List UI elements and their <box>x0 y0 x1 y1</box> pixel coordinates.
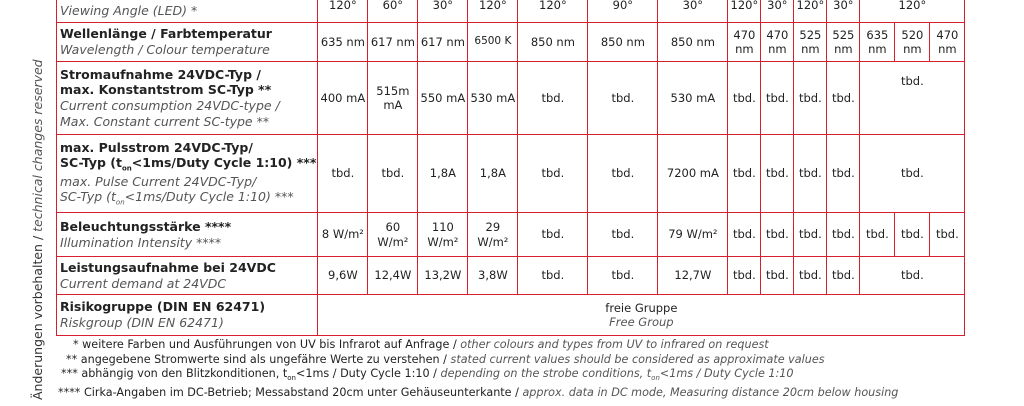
cell: 7200 mA <box>658 135 728 213</box>
footnote-en-sub: on <box>651 374 660 383</box>
current-label-de2: max. Konstantstrom SC-Typ ** <box>60 82 272 98</box>
cell: 60° <box>368 0 418 23</box>
cell: 850 nm <box>588 23 658 62</box>
cell: 90° <box>588 0 658 23</box>
illum-label-de: Beleuchtungsstärke **** <box>60 218 232 234</box>
row-pulse <box>57 135 965 213</box>
cell: 850 nm <box>518 23 588 62</box>
angle-label-en: Viewing Angle (LED) * <box>60 3 198 19</box>
cell: tbd. <box>930 213 965 257</box>
cell: tbd. <box>860 62 965 135</box>
footnote-de2: <1ms / Duty Cycle 1:10 / <box>295 367 441 380</box>
cell: tbd. <box>794 213 827 257</box>
cell: 120° <box>728 0 761 23</box>
cell: 120° <box>468 0 518 23</box>
cell: 6500 K <box>468 23 518 62</box>
cell: 13,2W <box>418 257 468 295</box>
cell: 850 nm <box>658 23 728 62</box>
footnote-en: stated current values should be considered as approximate values <box>450 352 825 366</box>
footnote-sub: on <box>287 374 296 383</box>
cell: 1,8A <box>418 135 468 213</box>
cell: 520 nm <box>895 23 930 62</box>
side-note-sep: / <box>30 231 45 245</box>
cell: tbd. <box>827 62 860 135</box>
cell: tbd. <box>588 135 658 213</box>
cell: 400 mA <box>318 62 368 135</box>
power-label-en: Current demand at 24VDC <box>60 275 227 291</box>
cell: 617 nm <box>418 23 468 62</box>
side-note <box>0 0 46 406</box>
cell: 470 nm <box>930 23 965 62</box>
current-label-en1: Current consumption 24VDC-type / <box>60 98 280 113</box>
cell: tbd. <box>895 213 930 257</box>
footnotes <box>58 338 898 400</box>
cell: 30° <box>418 0 468 23</box>
row-risk <box>57 295 965 336</box>
footnote-de: weitere Farben und Ausführungen von UV bis Infrarot auf Anfrage / <box>82 338 461 351</box>
row-current <box>57 62 965 135</box>
cell: 635 nm <box>860 23 895 62</box>
cell: tbd. <box>728 257 761 295</box>
cell: tbd. <box>588 213 658 257</box>
current-label-en2: Max. Constant current SC-type ** <box>60 113 270 129</box>
cell: 550 mA <box>418 62 468 135</box>
cell: tbd. <box>827 213 860 257</box>
cell: 12,7W <box>658 257 728 295</box>
cell: 1,8A <box>468 135 518 213</box>
side-note-en: technical changes reserved <box>30 59 45 232</box>
footnote-en: depending on the strobe conditions, t <box>440 367 652 380</box>
footnote-en2: <1ms / Duty Cycle 1:10 <box>659 367 794 380</box>
footnote-mark: ** <box>66 352 78 366</box>
pulse-label-de2-sub: on <box>122 164 132 173</box>
pulse-label-en2-sub: on <box>115 198 125 207</box>
row-angle <box>57 0 965 23</box>
pulse-label-en1: max. Pulse Current 24VDC-Typ/ <box>60 173 257 189</box>
cell: tbd. <box>761 257 794 295</box>
cell: tbd. <box>318 135 368 213</box>
cell: 530 mA <box>658 62 728 135</box>
cell: tbd. <box>728 213 761 257</box>
spec-table <box>56 0 965 336</box>
cell: 525 nm <box>827 23 860 62</box>
cell: 120° <box>518 0 588 23</box>
cell: tbd. <box>518 213 588 257</box>
pulse-label-en2c: <1ms/Duty Cycle 1:10) *** <box>124 189 294 205</box>
cell: 12,4W <box>368 257 418 295</box>
side-note-de: Änderungen vorbehalten <box>30 244 45 400</box>
cell: 120° <box>860 0 965 23</box>
cell: 617 nm <box>368 23 418 62</box>
cell: tbd. <box>860 257 965 295</box>
risk-label-en: Riskgroup (DIN EN 62471) <box>60 315 224 330</box>
cell: 9,6W <box>318 257 368 295</box>
cell: 30° <box>827 0 860 23</box>
cell: 110 W/m² <box>418 213 468 257</box>
cell: tbd. <box>518 62 588 135</box>
cell: tbd. <box>761 135 794 213</box>
footnote-1 <box>58 338 898 353</box>
footnote-en: approx. data in DC mode, Measuring distance 20cm below housing <box>522 385 899 399</box>
pulse-label-en2: SC-Typ (t <box>60 189 116 205</box>
footnote-4 <box>58 386 898 401</box>
row-power <box>57 257 965 295</box>
cell: 120° <box>318 0 368 23</box>
cell: tbd. <box>794 62 827 135</box>
footnote-3 <box>58 367 898 386</box>
cell: tbd. <box>588 257 658 295</box>
cell: tbd. <box>827 135 860 213</box>
footnote-de: Cirka-Angaben im DC-Betrieb; Messabstand 20cm unter Gehäuseunterkante / <box>83 385 523 399</box>
cell: tbd. <box>518 257 588 295</box>
current-label-de1: Stromaufnahme 24VDC-Typ / <box>60 66 261 82</box>
row-wavelength <box>57 23 965 62</box>
risk-value <box>318 295 965 336</box>
power-label-de: Leistungsaufnahme bei 24VDC <box>60 259 276 275</box>
cell: 3,8W <box>468 257 518 295</box>
cell: 525 nm <box>794 23 827 62</box>
footnote-mark: *** <box>61 367 78 380</box>
wavelength-label-en: Wavelength / Colour temperature <box>60 42 270 57</box>
cell: tbd. <box>794 135 827 213</box>
cell: tbd. <box>588 62 658 135</box>
footnote-2 <box>58 353 898 368</box>
footnote-de: angegebene Stromwerte sind als ungefähre Werte zu verstehen / <box>80 352 451 366</box>
cell: 120° <box>794 0 827 23</box>
cell: tbd. <box>794 257 827 295</box>
pulse-label-de2c: <1ms/Duty Cycle 1:10) *** <box>131 155 317 171</box>
cell: 470 nm <box>761 23 794 62</box>
footnote-de: abhängig von den Blitzkonditionen, t <box>81 367 288 380</box>
footnote-en: other colours and types from UV to infrared on request <box>460 338 769 351</box>
footnote-mark: **** <box>58 385 81 399</box>
cell: tbd. <box>860 213 895 257</box>
cell: 60 W/m² <box>368 213 418 257</box>
risk-value-en: Free Group <box>609 315 674 329</box>
footnote-mark: * <box>73 338 79 351</box>
cell: 470 nm <box>728 23 761 62</box>
cell: 8 W/m² <box>318 213 368 257</box>
cell: tbd. <box>728 62 761 135</box>
cell: 79 W/m² <box>658 213 728 257</box>
cell: 515m mA <box>368 62 418 135</box>
cell: tbd. <box>518 135 588 213</box>
cell: tbd. <box>761 213 794 257</box>
risk-value-de: freie Gruppe <box>605 300 678 315</box>
cell: 635 nm <box>318 23 368 62</box>
risk-label-de: Risikogruppe (DIN EN 62471) <box>60 299 266 315</box>
cell: 30° <box>658 0 728 23</box>
cell: tbd. <box>860 135 965 213</box>
cell: 530 mA <box>468 62 518 135</box>
pulse-label-de1: max. Pulsstrom 24VDC-Typ/ <box>60 139 253 155</box>
row-illum <box>57 213 965 257</box>
wavelength-label-de: Wellenlänge / Farbtemperatur <box>60 26 272 42</box>
cell: tbd. <box>827 257 860 295</box>
cell: 30° <box>761 0 794 23</box>
cell: tbd. <box>368 135 418 213</box>
cell: tbd. <box>728 135 761 213</box>
cell: tbd. <box>761 62 794 135</box>
cell: 29 W/m² <box>468 213 518 257</box>
illum-label-en: Illumination Intensity **** <box>60 234 222 250</box>
pulse-label-de2: SC-Typ (t <box>60 155 122 171</box>
